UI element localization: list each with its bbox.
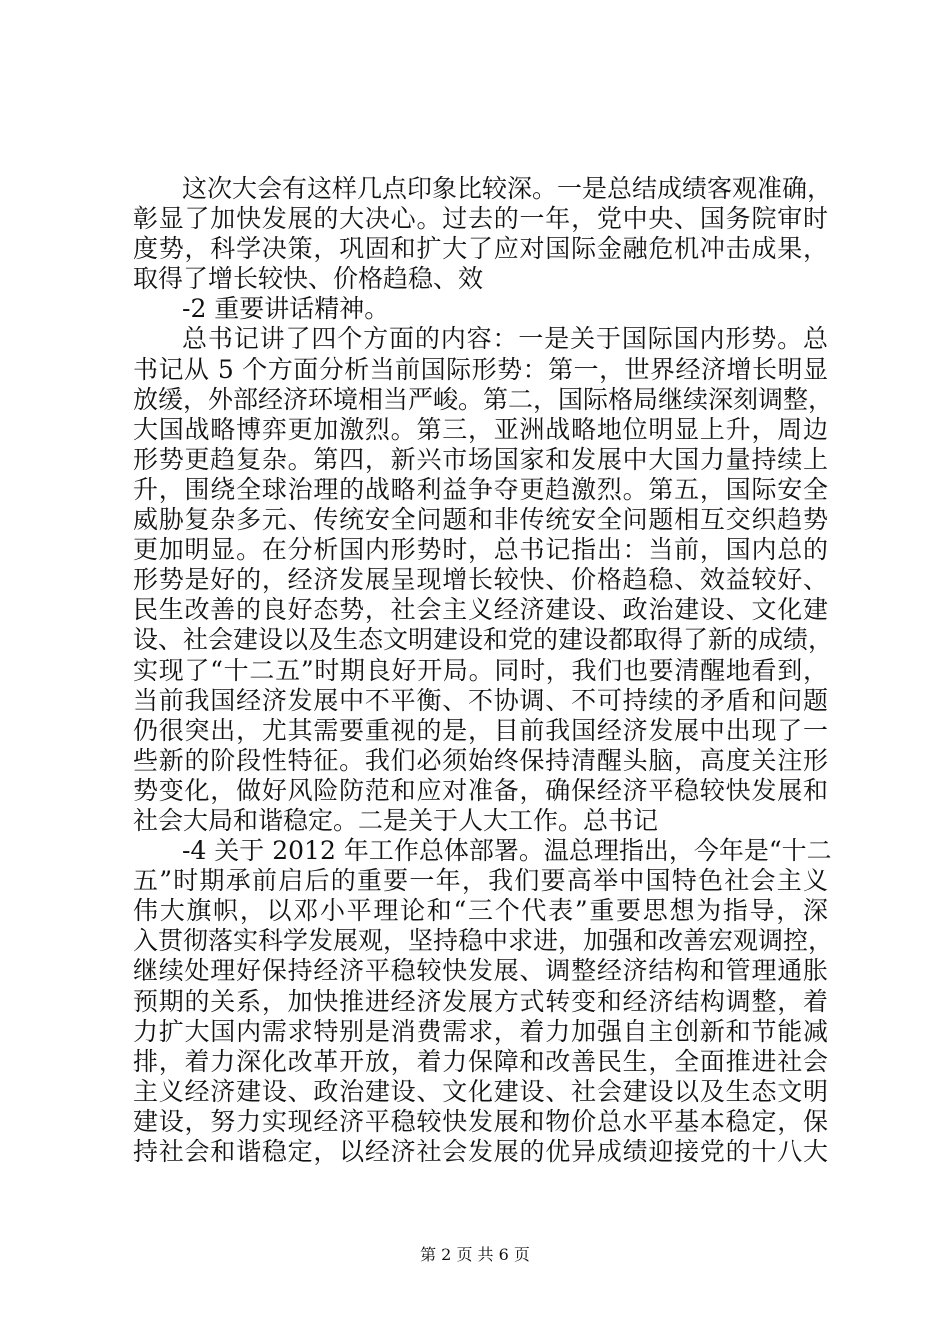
text-line: 总书记讲了四个方面的内容：一是关于国际国内形势。总 xyxy=(182,324,828,354)
text-line: 预期的关系，加快推进经济发展方式转变和经济结构调整，着 xyxy=(133,986,828,1016)
text-line: 些新的阶段性特征。我们必须始终保持清醒头脑，高度关注形 xyxy=(133,745,828,775)
text-line: 主义经济建设、政治建设、文化建设、社会建设以及生态文明 xyxy=(133,1076,828,1106)
body-text xyxy=(133,174,834,1167)
text-line: 实现了“十二五”时期良好开局。同时，我们也要清醒地看到， xyxy=(133,655,828,685)
text-line: 排，着力深化改革开放，着力保障和改善民生，全面推进社会 xyxy=(133,1046,828,1076)
text-line: 彰显了加快发展的大决心。过去的一年，党中央、国务院审时 xyxy=(133,204,828,234)
text-line: 大国战略博弈更加激烈。第三，亚洲战略地位明显上升，周边 xyxy=(133,414,828,444)
text-line: 民生改善的良好态势，社会主义经济建设、政治建设、文化建 xyxy=(133,595,828,625)
text-line: 持社会和谐稳定，以经济社会发展的优异成绩迎接党的十八大 xyxy=(133,1137,828,1166)
text-line: -4 关于 2012 年工作总体部署。温总理指出，今年是“十二 xyxy=(182,836,832,866)
text-line: 当前我国经济发展中不平衡、不协调、不可持续的矛盾和问题 xyxy=(133,685,828,715)
text-line: 建设，努力实现经济平稳较快发展和物价总水平基本稳定，保 xyxy=(133,1106,828,1136)
text-line: 威胁复杂多元、传统安全问题和非传统安全问题相互交织趋势 xyxy=(133,505,828,535)
text-line: 这次大会有这样几点印象比较深。一是总结成绩客观准确， xyxy=(182,174,833,203)
text-line: 度势，科学决策，巩固和扩大了应对国际金融危机冲击成果， xyxy=(133,234,828,264)
page-footer: 第 2 页 共 6 页 xyxy=(420,1245,530,1264)
text-line: 五”时期承前启后的重要一年，我们要高举中国特色社会主义 xyxy=(133,866,828,896)
text-line: 更加明显。在分析国内形势时，总书记指出：当前，国内总的 xyxy=(133,535,828,565)
text-line: 书记从 5 个方面分析当前国际形势：第一，世界经济增长明显 xyxy=(133,354,828,384)
text-line: 取得了增长较快、价格趋稳、效 xyxy=(133,264,484,294)
text-line: 升，围绕全球治理的战略利益争夺更趋激烈。第五，国际安全 xyxy=(133,474,828,504)
text-line: 形势更趋复杂。第四，新兴市场国家和发展中大国力量持续上 xyxy=(133,444,828,474)
text-line: 放缓，外部经济环境相当严峻。第二，国际格局继续深刻调整， xyxy=(133,384,834,414)
text-line: 入贯彻落实科学发展观，坚持稳中求进，加强和改善宏观调控， xyxy=(133,926,834,956)
text-line: 力扩大国内需求特别是消费需求，着力加强自主创新和节能减 xyxy=(133,1016,828,1046)
text-line: 势变化，做好风险防范和应对准备，确保经济平稳较快发展和 xyxy=(133,775,828,805)
text-line: 继续处理好保持经济平稳较快发展、调整经济结构和管理通胀 xyxy=(133,956,828,986)
text-line: 社会大局和谐稳定。二是关于人大工作。总书记 xyxy=(133,805,659,835)
text-line: 伟大旗帜，以邓小平理论和“三个代表”重要思想为指导，深 xyxy=(133,896,828,926)
text-line: 形势是好的，经济发展呈现增长较快、价格趋稳、效益较好、 xyxy=(133,565,828,595)
text-line: 设、社会建设以及生态文明建设和党的建设都取得了新的成绩， xyxy=(133,625,834,655)
text-line: -2 重要讲话精神。 xyxy=(182,294,390,324)
text-line: 仍很突出，尤其需要重视的是，目前我国经济发展中出现了一 xyxy=(133,715,828,745)
